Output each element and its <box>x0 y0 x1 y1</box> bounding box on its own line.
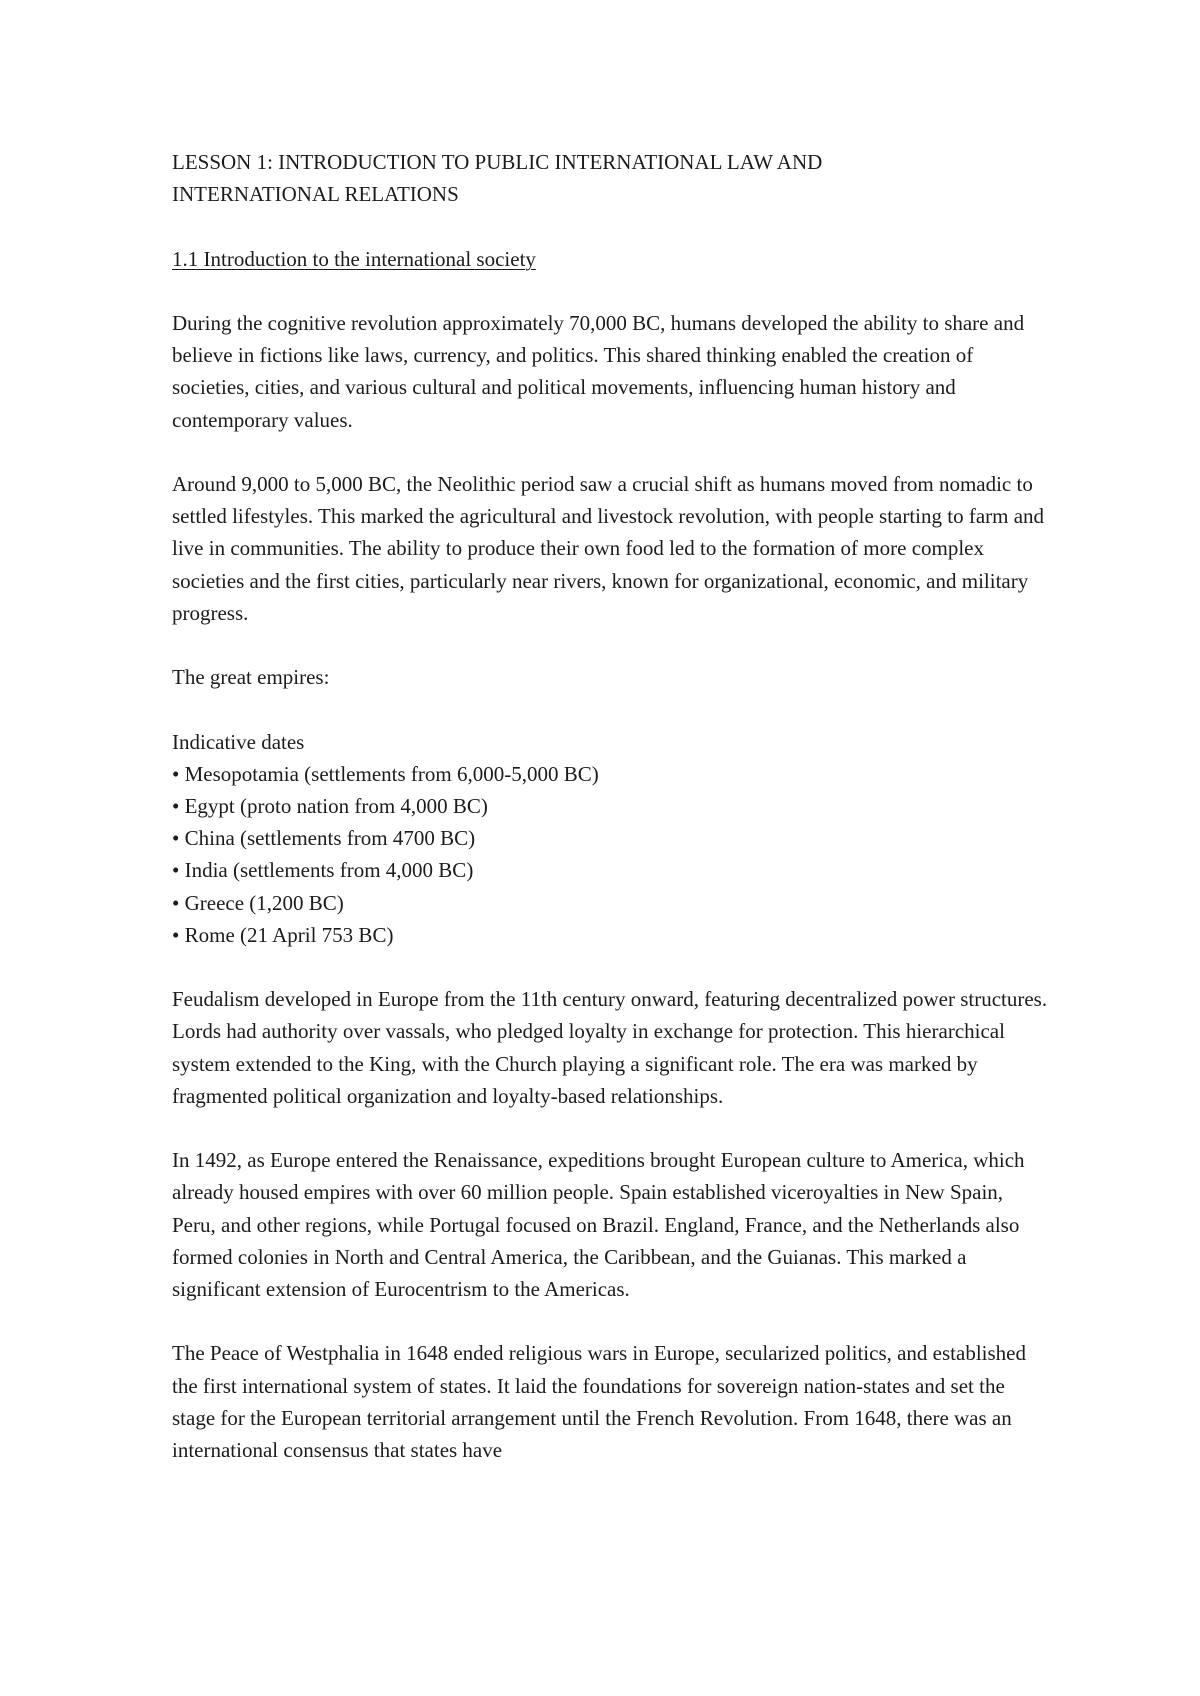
paragraph-peace-of-westphalia: The Peace of Westphalia in 1648 ended religious wars in Europe, secularized politics, and established the first international system of states. It laid the foundations for sovereign nation-states and set the stage for the European territorial arrangement until the French Revolution. From 1648, there was an international consensus that states have <box>172 1341 1026 1462</box>
list-item <box>172 854 1052 886</box>
empire-list <box>172 726 1052 951</box>
paragraph-feudalism: Feudalism developed in Europe from the 11th century onward, featuring decentralized power structures. Lords had authority over vassals, who pledged loyalty in exchange for protection. This hierarchical system extended to the King, with the Church playing a significant role. The era was marked by fragmented political organization and loyalty-based relationships. <box>172 987 1048 1108</box>
list-item-text: Mesopotamia (settlements from 6,000-5,000 BC) <box>184 761 599 786</box>
section-heading-paragraph <box>172 243 1052 275</box>
list-item-text: China (settlements from 4700 BC) <box>184 826 476 851</box>
paragraph-renaissance-americas: In 1492, as Europe entered the Renaissance, expeditions brought European culture to America, which already housed empires with over 60 million people. Spain established viceroyalties in New Spain, Peru, and other regions, while Portugal focused on Brazil. England, France, and the Netherlands also formed colonies in North and Central America, the Caribbean, and the Guianas. This marked a significant extension of Eurocentrism to the Americas. <box>172 1148 1025 1301</box>
list-item <box>172 919 1052 951</box>
bullet-icon: • <box>172 890 180 915</box>
paragraph-cognitive-revolution: During the cognitive revolution approximately 70,000 BC, humans developed the ability to share and believe in fictions like laws, currency, and politics. This shared thinking enabled the creation of societies, cities, and various cultural and political movements, influencing human history and contemporary values. <box>172 310 1025 432</box>
lesson-title-line-1: LESSON 1: INTRODUCTION TO PUBLIC INTERNATIONAL LAW AND <box>172 150 823 174</box>
list-item <box>172 790 1052 822</box>
bullet-icon: • <box>172 858 180 883</box>
list-item-text: Greece (1,200 BC) <box>184 890 344 915</box>
list-item <box>172 887 1052 919</box>
list-item-text: India (settlements from 4,000 BC) <box>184 858 474 883</box>
list-item-text: Rome (21 April 753 BC) <box>184 922 394 947</box>
list-item <box>172 822 1052 854</box>
bullet-icon: • <box>172 826 180 851</box>
document-body <box>172 146 1052 1498</box>
bullet-icon: • <box>172 922 180 947</box>
lesson-title <box>172 146 1052 210</box>
section-heading: 1.1 Introduction to the international society <box>172 246 536 271</box>
paragraph-neolithic-period: Around 9,000 to 5,000 BC, the Neolithic period saw a crucial shift as humans moved from nomadic to settled lifestyles. This marked the agricultural and livestock revolution, with people starting to farm and live in communities. The ability to produce their own food led to the formation of more complex societies and the first cities, particularly near rivers, known for organizational, economic, and military progress. <box>172 471 1045 625</box>
list-item <box>172 758 1052 790</box>
bullet-icon: • <box>172 793 180 818</box>
bullet-icon: • <box>172 761 180 786</box>
paragraph-great-empires-intro: The great empires: <box>172 665 330 690</box>
list-item-text: Egypt (proto nation from 4,000 BC) <box>184 793 488 818</box>
empire-list-caption: Indicative dates <box>172 729 305 754</box>
lesson-title-line-2: INTERNATIONAL RELATIONS <box>172 182 459 207</box>
